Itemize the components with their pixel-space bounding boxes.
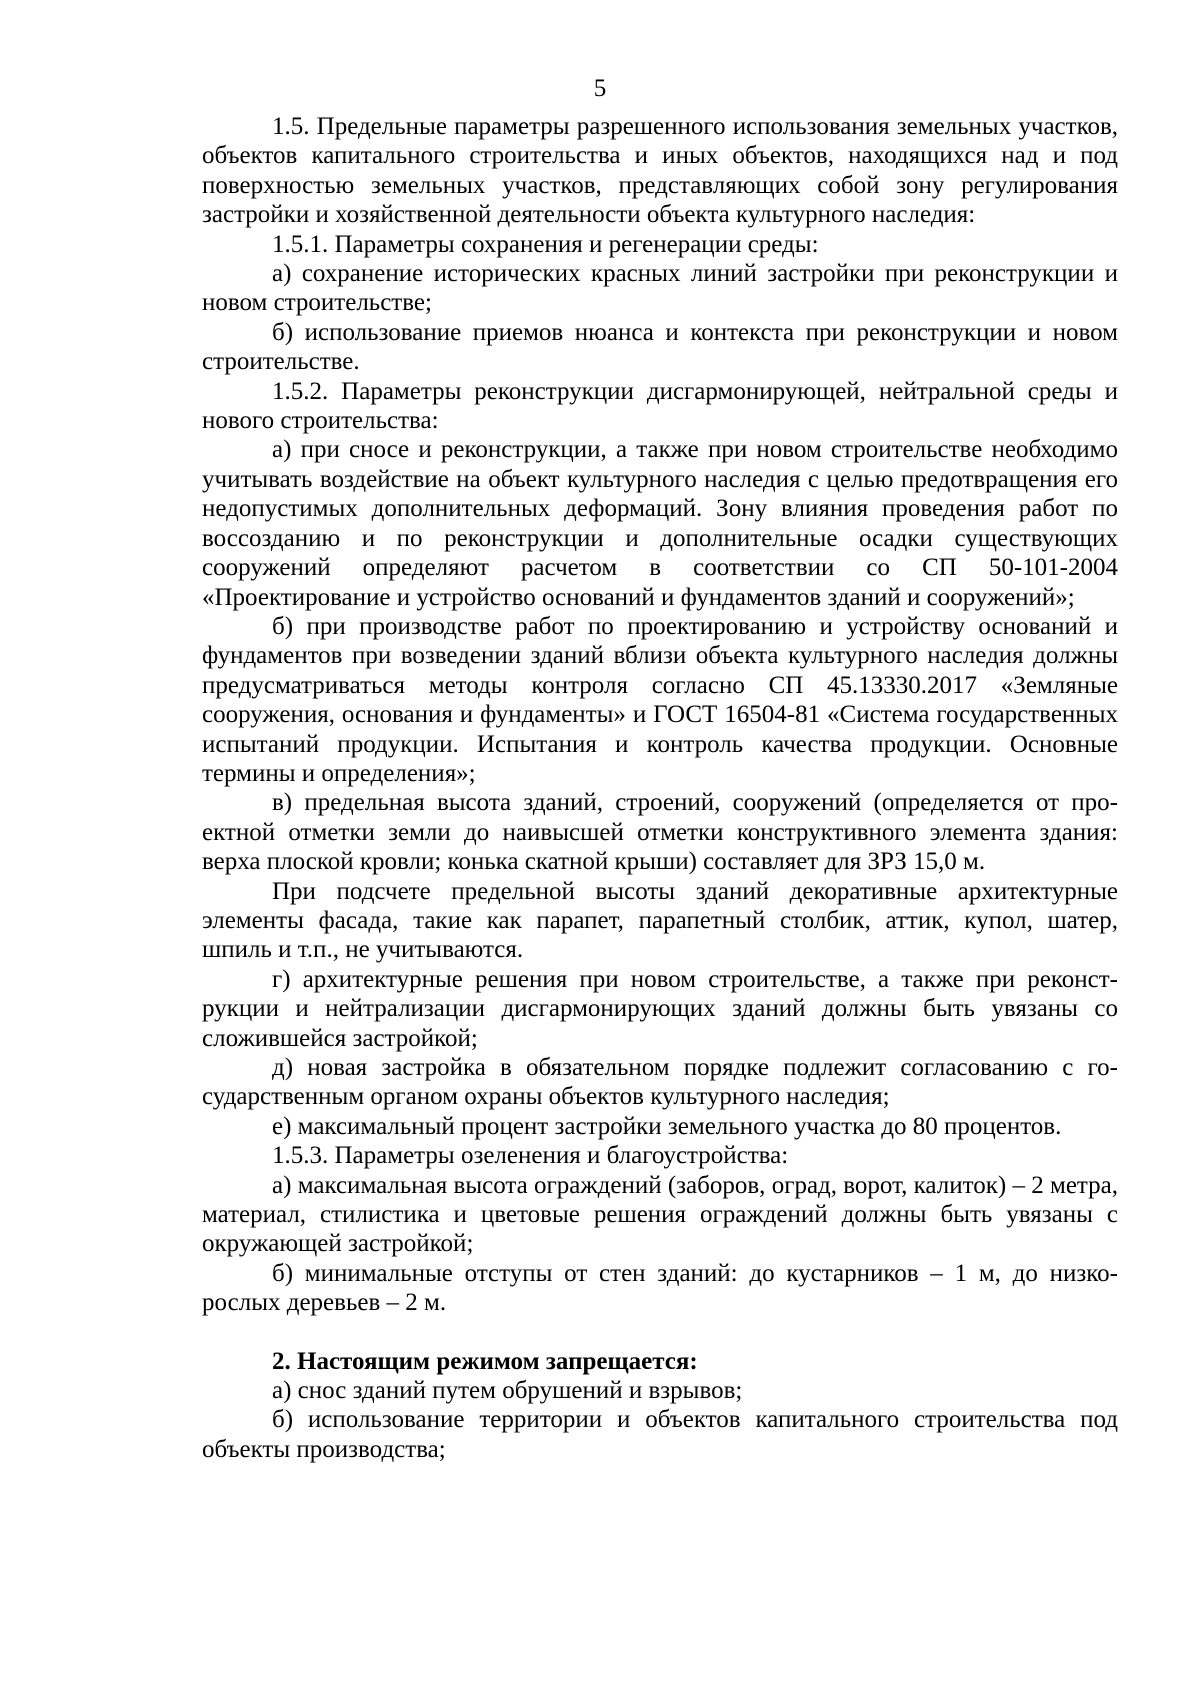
paragraph-1-5-3-b: б) минимальные отступы от стен зданий: до кустарников – 1 м, до низкорослых деревьев – 2 м.: [202, 1259, 1118, 1317]
section-2-item-a: а) снос зданий путем обрушений и взрывов;: [272, 1377, 743, 1405]
paragraph-1-5-2-v: в) предельная высота зданий, строений, сооружений (определяется от проектной отметки земли до наивысшей отметки конструктивного элемента здания: верха плоской кровли; конька скатной крыши) составляет для ЗРЗ 15,0 м.: [202, 789, 1118, 876]
document-body: [202, 112, 1118, 1464]
paragraph-1-5-1: 1.5.1. Параметры сохранения и регенерации среды:: [272, 230, 819, 258]
paragraph-1-5-3-a: а) максимальная высота ограждений (заборов, оград, ворот, калиток) – 2 метра, материал, стилистика и цветовые решения ограждений должны быть увязаны с окружающей застройкой;: [202, 1171, 1118, 1258]
paragraph-1-5-2-d: д) новая застройка в обязательном порядке подлежит согласованию с государственным органом охраны объектов культурного наследия;: [202, 1054, 1118, 1111]
paragraph-1-5-2-a: а) при сносе и реконструкции, а также при новом строительстве необходимо учитывать воздействие на объект культурного наследия с целью предотвращения его недопустимых дополнительных деформаций. Зону влияния проведения работ по воссозданию и по реконструкции и дополнительные осадки существующих сооружений определяют расчетом в соответствии со СП 50-101-2004 «Проектирование и устройство оснований и фундаментов зданий и сооружений»;: [202, 436, 1118, 611]
page-number: 5: [593, 75, 607, 102]
paragraph-1-5-1-a: а) сохранение исторических красных линий застройки при реконструкции и новом строительстве;: [202, 260, 1118, 317]
section-2-item-b: б) использование территории и объектов капитального строительства под объекты производства;: [202, 1406, 1118, 1463]
paragraph-1-5-2-b: б) при производстве работ по проектированию и устройству оснований и фундаментов при возведении зданий вблизи объекта культурного наследия должны предусматриваться методы контроля согласно СП 45.13330.2017 «Земляные сооружения, основания и фундаменты» и ГОСТ 16504-81 «Система государственных испытаний продукции. Испытания и контроль качества продукции. Основные термины и определения»;: [202, 612, 1118, 787]
paragraph-1-5-3: 1.5.3. Параметры озеленения и благоустройства:: [272, 1142, 789, 1170]
section-2-heading: 2. Настоящим режимом запрещается:: [272, 1347, 698, 1375]
paragraph-1-5-2-g: г) архитектурные решения при новом строительстве, а также при реконструкции и нейтрализации дисгармонирующих зданий должны быть увязаны со сложившейся застройкой;: [202, 965, 1118, 1052]
paragraph-height-note: При подсчете предельной высоты зданий декоративные архитектурные элементы фасада, такие как парапет, парапетный столбик, аттик, купол, шатер, шпиль и т.п., не учитываются.: [202, 877, 1118, 964]
paragraph-1-5-2: 1.5.2. Параметры реконструкции дисгармонирующей, нейтральной среды и нового строительства:: [202, 377, 1118, 435]
paragraph-1-5-1-b: б) использование приемов нюанса и контекста при реконструкции и новом строительстве.: [202, 318, 1118, 376]
paragraph-1-5: 1.5. Предельные параметры разрешенного использования земельных участков, объектов капитального строительства и иных объектов, находящихся над и под поверхностью земельных участков, представляющих собой зону регулирования застройки и хозяйственной деятельности объекта культурного наследия:: [202, 113, 1118, 229]
paragraph-1-5-2-e: е) максимальный процент застройки земельного участка до 80 процентов.: [272, 1112, 1062, 1140]
